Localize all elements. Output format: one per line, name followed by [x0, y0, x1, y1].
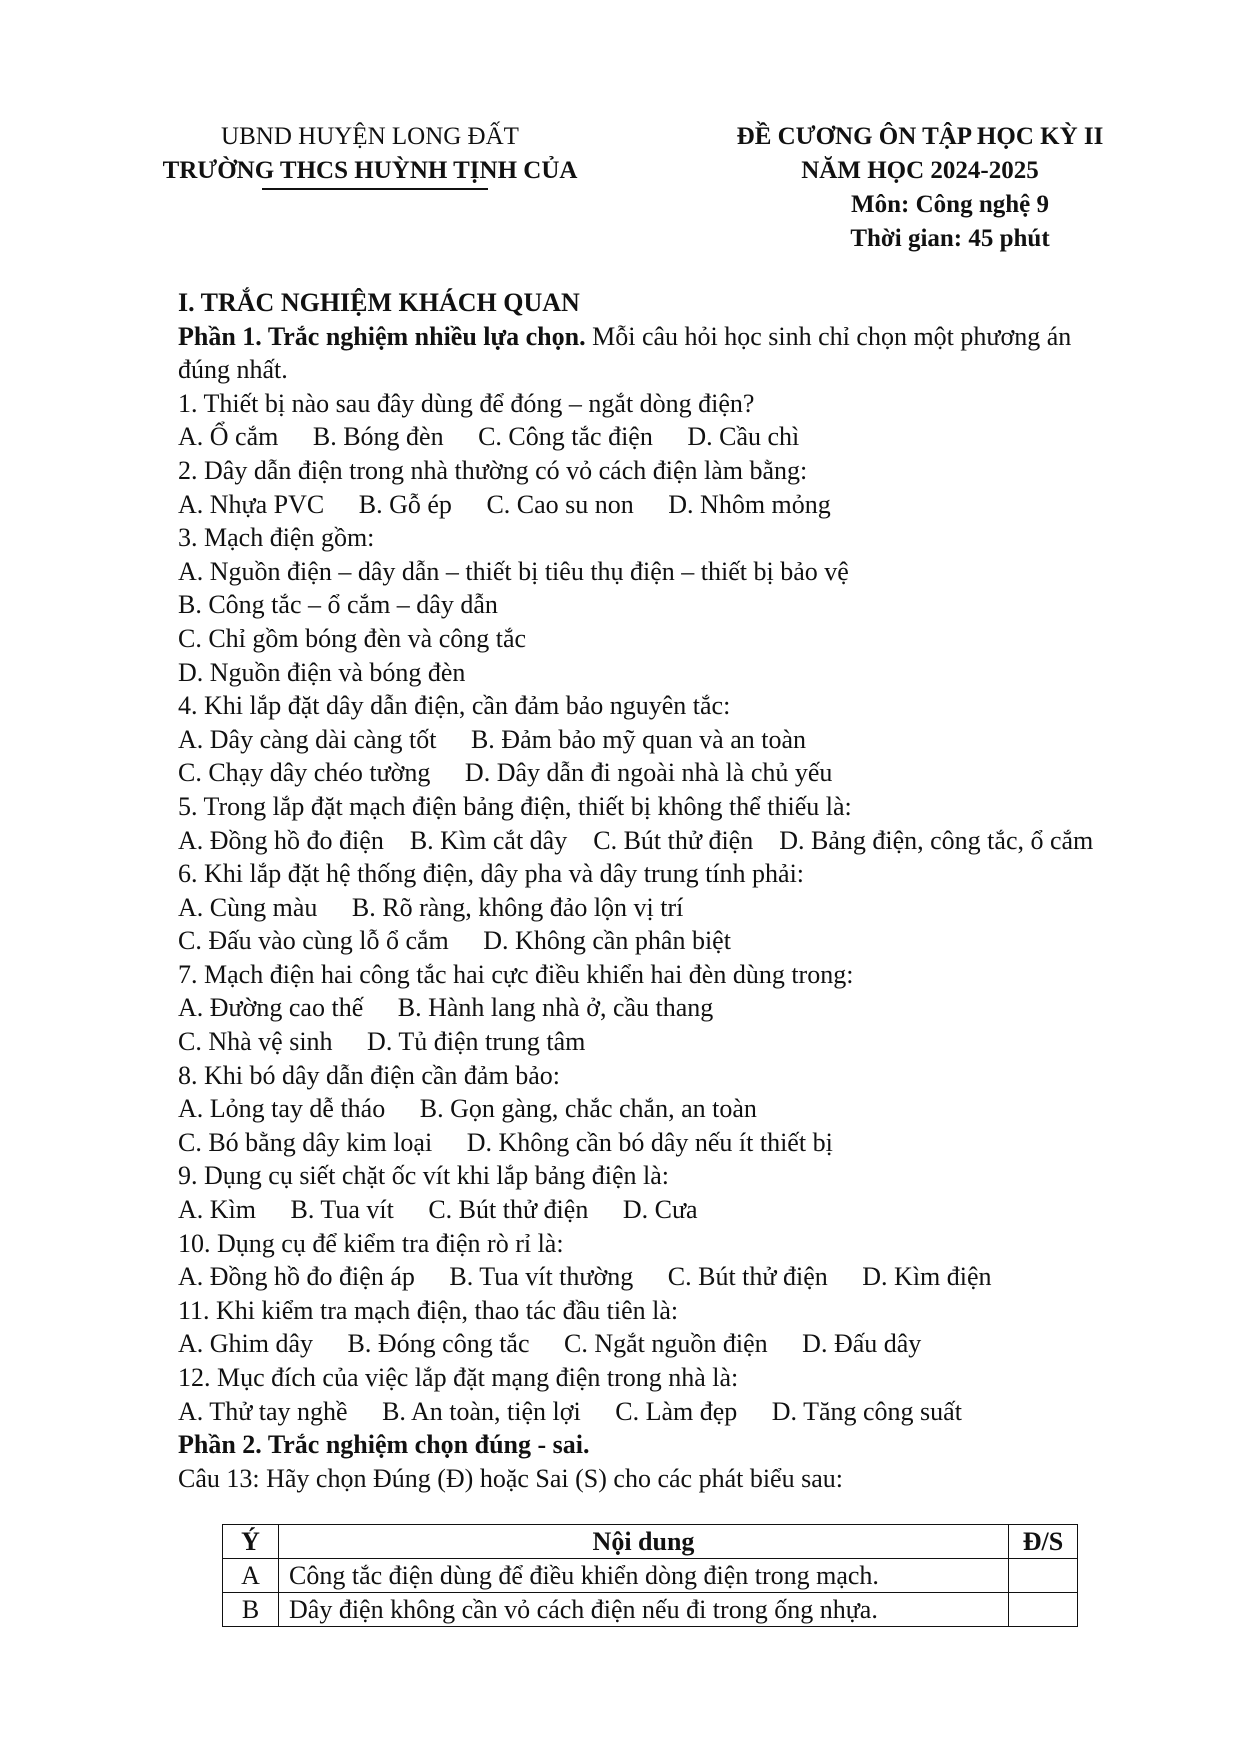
header-underline: [262, 188, 488, 190]
options-9: [178, 1193, 1108, 1227]
option: C. Đấu vào cùng lỗ ổ cắm: [178, 926, 449, 956]
document-header: [690, 120, 1150, 256]
table-row: [223, 1593, 1078, 1627]
option: B. Rõ ràng, không đảo lộn vị trí: [351, 892, 684, 922]
question-11: 11. Khi kiểm tra mạch điện, thao tác đầu tiên là:: [178, 1295, 679, 1325]
part1-heading: [178, 320, 1108, 387]
column-header-ds: Đ/S: [1009, 1525, 1078, 1559]
option: B. An toàn, tiện lợi: [382, 1396, 581, 1426]
section-title: I. TRẮC NGHIỆM KHÁCH QUAN: [178, 288, 580, 317]
subject: Môn: Công nghệ 9: [851, 191, 1049, 218]
part2-title: Phần 2. Trắc nghiệm chọn đúng - sai.: [178, 1430, 590, 1460]
option: D. Tăng công suất: [771, 1396, 962, 1426]
options-12: [178, 1395, 1108, 1429]
part1-instruction: Mỗi câu hỏi học sinh chỉ chọn một phương án đúng nhất.: [178, 321, 1072, 385]
true-false-table: [222, 1524, 1078, 1627]
option: A. Ghim dây: [178, 1329, 314, 1359]
options-8-row1: [178, 1092, 1108, 1126]
option: D. Dây dẫn đi ngoài nhà là chủ yếu: [464, 758, 833, 788]
question-3: 3. Mạch điện gồm:: [178, 523, 375, 553]
answer-cell[interactable]: [1009, 1593, 1078, 1627]
option: C. Ngắt nguồn điện: [564, 1329, 768, 1359]
question-10: 10. Dụng cụ để kiểm tra điện rò rỉ là:: [178, 1228, 564, 1258]
table-row: [223, 1559, 1078, 1593]
document-body: [178, 286, 1108, 1495]
option: C. Cao su non: [486, 489, 634, 519]
document-title: ĐỀ CƯƠNG ÔN TẬP HỌC KỲ II: [736, 123, 1104, 150]
options-5: A. Đồng hồ đo điện B. Kìm cắt dây C. Bút thử điện D. Bảng điện, công tắc, ổ cắm: [178, 825, 1094, 855]
options-6-row2: [178, 924, 1108, 958]
question-13: Câu 13: Hãy chọn Đúng (Đ) hoặc Sai (S) cho các phát biểu sau:: [178, 1463, 843, 1493]
option: C. Bó bằng dây kim loại: [178, 1127, 433, 1157]
option: B. Gỗ ép: [358, 489, 452, 519]
option: A. Cùng màu: [178, 892, 318, 922]
question-5: 5. Trong lắp đặt mạch điện bảng điện, thiết bị không thể thiếu là:: [178, 791, 852, 821]
option: A. Nhựa PVC: [178, 489, 325, 519]
options-7-row2: [178, 1025, 1108, 1059]
option: C. Làm đẹp: [615, 1396, 738, 1426]
row-content: Dây điện không cần vỏ cách điện nếu đi trong ống nhựa.: [279, 1593, 1009, 1627]
option: C. Bút thử điện: [428, 1195, 589, 1225]
options-11: [178, 1327, 1108, 1361]
row-content: Công tắc điện dùng để điều khiển dòng điện trong mạch.: [279, 1559, 1009, 1593]
school-name: TRƯỜNG THCS HUỲNH TỊNH CỦA: [162, 157, 578, 184]
row-label: A: [223, 1559, 279, 1593]
option: A. Lỏng tay dễ tháo: [178, 1094, 386, 1124]
option: B. Tua vít thường: [449, 1262, 634, 1292]
option: D. Đấu dây: [802, 1329, 922, 1359]
options-2: [178, 488, 1108, 522]
option: D. Kìm điện: [862, 1262, 992, 1292]
option: B. Đóng công tắc: [347, 1329, 530, 1359]
options-8-row2: [178, 1126, 1108, 1160]
option: B. Gọn gàng, chắc chắn, an toàn: [419, 1094, 757, 1124]
question-6: 6. Khi lắp đặt hệ thống điện, dây pha và dây trung tính phải:: [178, 859, 805, 889]
question-4: 4. Khi lắp đặt dây dẫn điện, cần đảm bảo nguyên tắc:: [178, 691, 731, 721]
option: A. Kìm: [178, 1195, 256, 1225]
options-4-row2: [178, 756, 1108, 790]
question-7: 7. Mạch điện hai công tắc hai cực điều khiển hai đèn dùng trong:: [178, 959, 854, 989]
option: B. Đảm bảo mỹ quan và an toàn: [470, 724, 806, 754]
options-7-row1: [178, 991, 1108, 1025]
option: A. Ổ cắm: [178, 422, 279, 452]
option: B. Bóng đèn: [312, 422, 444, 452]
option: C. Chạy dây chéo tường: [178, 758, 431, 788]
option: B. Tua vít: [290, 1195, 394, 1225]
option-3b: B. Công tắc – ổ cắm – dây dẫn: [178, 590, 498, 620]
option: A. Dây càng dài càng tốt: [178, 724, 437, 754]
option: A. Đường cao thế: [178, 993, 364, 1023]
option: D. Cầu chì: [687, 422, 800, 452]
option-3c: C. Chỉ gồm bóng đèn và công tắc: [178, 623, 527, 653]
question-8: 8. Khi bó dây dẫn điện cần đảm bảo:: [178, 1060, 560, 1090]
options-4-row1: [178, 723, 1108, 757]
district-name: UBND HUYỆN LONG ĐẤT: [221, 123, 519, 150]
option: D. Tủ điện trung tâm: [367, 1027, 586, 1057]
option: D. Không cần phân biệt: [483, 926, 731, 956]
option: C. Bút thử điện: [667, 1262, 828, 1292]
options-6-row1: [178, 891, 1108, 925]
row-label: B: [223, 1593, 279, 1627]
option: C. Nhà vệ sinh: [178, 1027, 333, 1057]
school-header: [120, 120, 620, 188]
options-1: [178, 420, 1108, 454]
column-header-content: Nội dung: [279, 1525, 1009, 1559]
option: D. Cưa: [622, 1195, 698, 1225]
answer-cell[interactable]: [1009, 1559, 1078, 1593]
option: B. Hành lang nhà ở, cầu thang: [397, 993, 714, 1023]
school-year: NĂM HỌC 2024-2025: [801, 157, 1039, 184]
option: D. Nhôm mỏng: [668, 489, 831, 519]
question-9: 9. Dụng cụ siết chặt ốc vít khi lắp bảng điện là:: [178, 1161, 669, 1191]
column-header-y: Ý: [223, 1525, 279, 1559]
option: A. Thử tay nghề: [178, 1396, 348, 1426]
duration: Thời gian: 45 phút: [850, 225, 1050, 252]
option: A. Đồng hồ đo điện áp: [178, 1262, 415, 1292]
question-2: 2. Dây dẫn điện trong nhà thường có vỏ cách điện làm bằng:: [178, 455, 808, 485]
option: D. Không cần bó dây nếu ít thiết bị: [466, 1127, 833, 1157]
options-10: [178, 1260, 1108, 1294]
option-3a: A. Nguồn điện – dây dẫn – thiết bị tiêu thụ điện – thiết bị bảo vệ: [178, 556, 849, 586]
part1-title: Phần 1. Trắc nghiệm nhiều lựa chọn.: [178, 321, 586, 351]
question-1: 1. Thiết bị nào sau đây dùng để đóng – ngắt dòng điện?: [178, 388, 755, 418]
table-header-row: [223, 1525, 1078, 1559]
option: C. Công tắc điện: [478, 422, 653, 452]
question-12: 12. Mục đích của việc lắp đặt mạng điện trong nhà là:: [178, 1363, 739, 1392]
option-3d: D. Nguồn điện và bóng đèn: [178, 657, 466, 687]
